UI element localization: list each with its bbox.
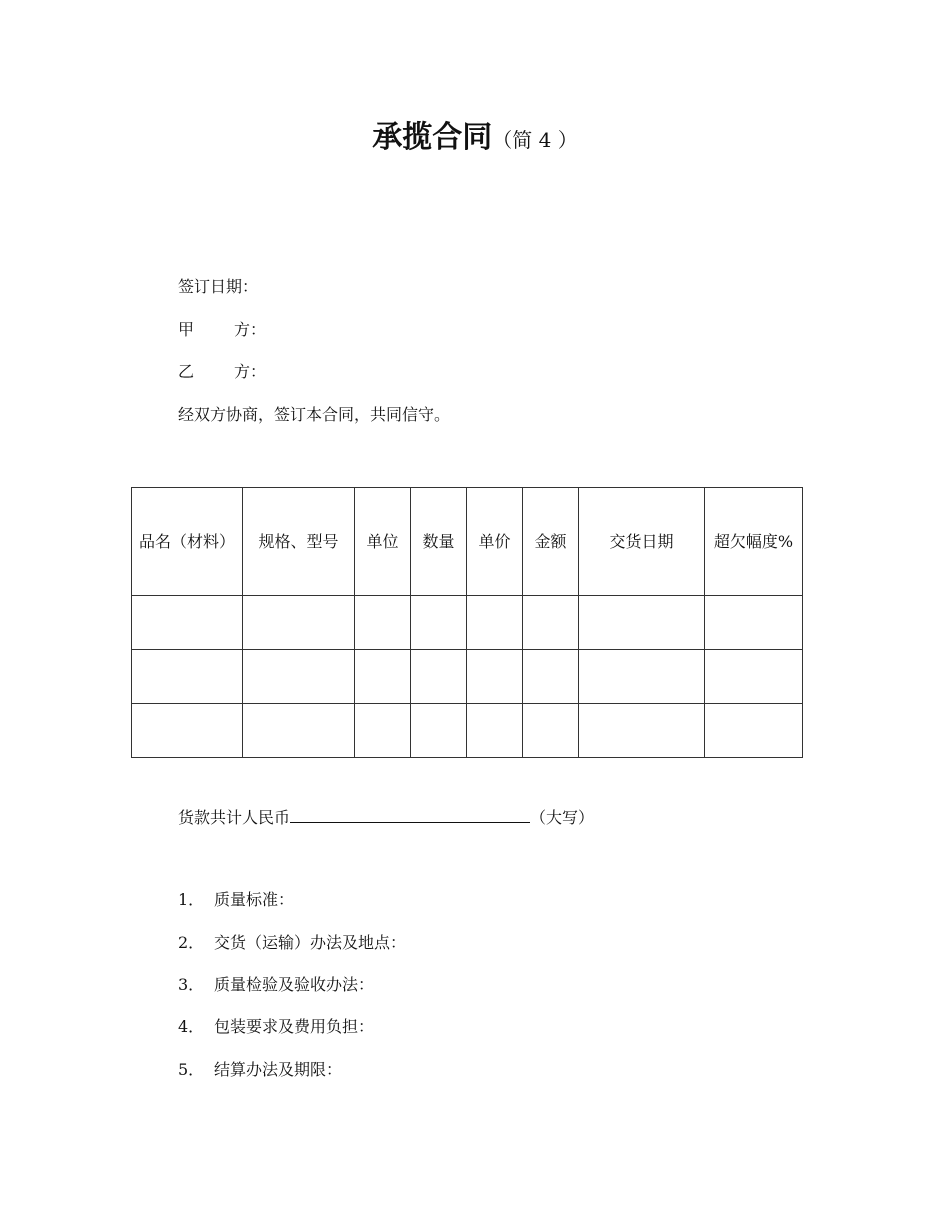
title-main: 承揽合同 (372, 120, 493, 155)
party-a-label-1: 甲 (178, 320, 195, 339)
table-cell (579, 704, 705, 758)
clause-number: 5． (178, 1060, 205, 1079)
title-sub: （简 4 ） (492, 128, 578, 152)
party-a-line (178, 320, 266, 340)
column-header: 规格、型号 (243, 488, 355, 596)
clause-item (178, 890, 294, 910)
sign-date-label: 签订日期： (178, 277, 259, 296)
clause-text: 交货（运输）办法及地点： (214, 933, 407, 952)
clause-number: 3． (178, 975, 205, 994)
table-cell (411, 596, 467, 650)
table-row (132, 596, 803, 650)
table-cell (523, 704, 579, 758)
table-cell (243, 650, 355, 704)
table-header-row (132, 488, 803, 596)
table-row (132, 704, 803, 758)
table-cell (579, 596, 705, 650)
table-cell (132, 596, 243, 650)
clause-number: 1． (178, 890, 205, 909)
column-header: 交货日期 (579, 488, 705, 596)
table-cell (467, 596, 523, 650)
total-line (178, 806, 594, 828)
intro-text: 经双方协商，签订本合同，共同信守。 (178, 405, 451, 424)
clause-number: 2． (178, 933, 205, 952)
column-header: 金额 (523, 488, 579, 596)
table-cell (132, 650, 243, 704)
goods-table (131, 487, 803, 758)
total-amount-blank (290, 806, 530, 823)
table-cell (243, 704, 355, 758)
table-cell (355, 704, 411, 758)
table-cell (705, 650, 803, 704)
party-a-label-2: 方： (234, 320, 267, 339)
column-header: 单位 (355, 488, 411, 596)
table-cell (523, 596, 579, 650)
sign-date-line (178, 277, 258, 297)
table-cell (355, 650, 411, 704)
party-b-label-2: 方： (234, 362, 267, 381)
table-cell (411, 650, 467, 704)
clause-item (178, 975, 374, 995)
table-cell (132, 704, 243, 758)
table-cell (467, 704, 523, 758)
table-cell (467, 650, 523, 704)
clause-text: 质量检验及验收办法： (214, 975, 375, 994)
clause-item (178, 1060, 342, 1080)
table-cell (579, 650, 705, 704)
intro-line (178, 405, 450, 425)
table-cell (355, 596, 411, 650)
page-title (0, 112, 950, 156)
party-b-label-1: 乙 (178, 362, 195, 381)
clause-text: 结算办法及期限： (214, 1060, 343, 1079)
total-suffix: （大写） (530, 808, 595, 827)
clause-text: 包装要求及费用负担： (214, 1017, 375, 1036)
table-row (132, 650, 803, 704)
clause-item (178, 933, 406, 953)
table-cell (411, 704, 467, 758)
table-cell (523, 650, 579, 704)
clause-text: 质量标准： (214, 890, 295, 909)
total-label: 货款共计人民币 (178, 808, 291, 827)
column-header: 超欠幅度% (705, 488, 803, 596)
column-header: 单价 (467, 488, 523, 596)
party-b-line (178, 362, 266, 382)
column-header: 品名（材料） (132, 488, 243, 596)
clause-item (178, 1017, 374, 1037)
clause-number: 4． (178, 1017, 205, 1036)
table-cell (243, 596, 355, 650)
table-cell (705, 596, 803, 650)
column-header: 数量 (411, 488, 467, 596)
table-cell (705, 704, 803, 758)
